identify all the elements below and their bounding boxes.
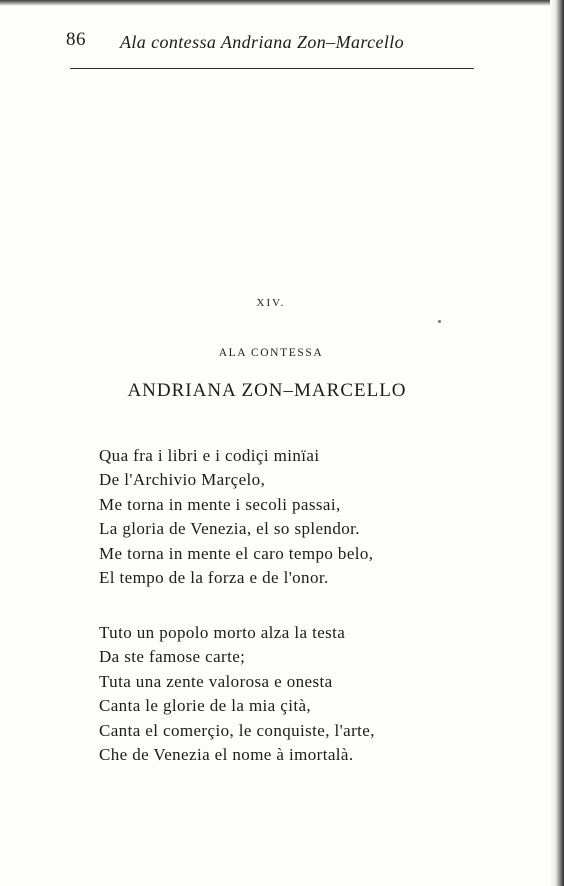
- verse-line: Canta el comerçio, le conquiste, l'arte,: [99, 720, 375, 740]
- verse-line: Tuto un popolo morto alza la testa: [99, 623, 346, 642]
- dedication-line-2: ANDRIANA ZON–MARCELLO: [127, 380, 407, 401]
- scan-top-edge: [0, 0, 564, 6]
- dedication-line-1: ALA CONTESSA: [218, 347, 324, 359]
- verse-line: Canta le glorie de la mia çità,: [99, 696, 312, 716]
- page-number: 86: [66, 29, 86, 50]
- poem-number: XIV.: [256, 297, 286, 309]
- stanza-2: [99, 621, 375, 767]
- verse-line: El tempo de la forza e de l'onor.: [99, 568, 329, 588]
- paper-speck: [438, 320, 441, 323]
- header-rule: [70, 68, 474, 69]
- verse-line: Tuta una zente valorosa e onesta: [99, 671, 333, 691]
- verse-line: La gloria de Venezia, el so splendor.: [99, 519, 360, 539]
- scan-right-edge: [550, 0, 564, 886]
- stanza-1: [99, 444, 373, 590]
- verse-line: Me torna in mente el caro tempo belo,: [99, 543, 374, 563]
- verse-line: Qua fra i libri e i codiçi minïai: [99, 446, 320, 465]
- running-head: Ala contessa Andriana Zon–Marcello: [120, 32, 405, 52]
- verse-line: De l'Archivio Marçelo,: [99, 470, 266, 490]
- verse-line: Da ste famose carte;: [99, 647, 246, 667]
- verse-line: Me torna in mente i secoli passai,: [99, 494, 341, 514]
- verse-line: Che de Venezia el nome à imortalà.: [99, 745, 354, 765]
